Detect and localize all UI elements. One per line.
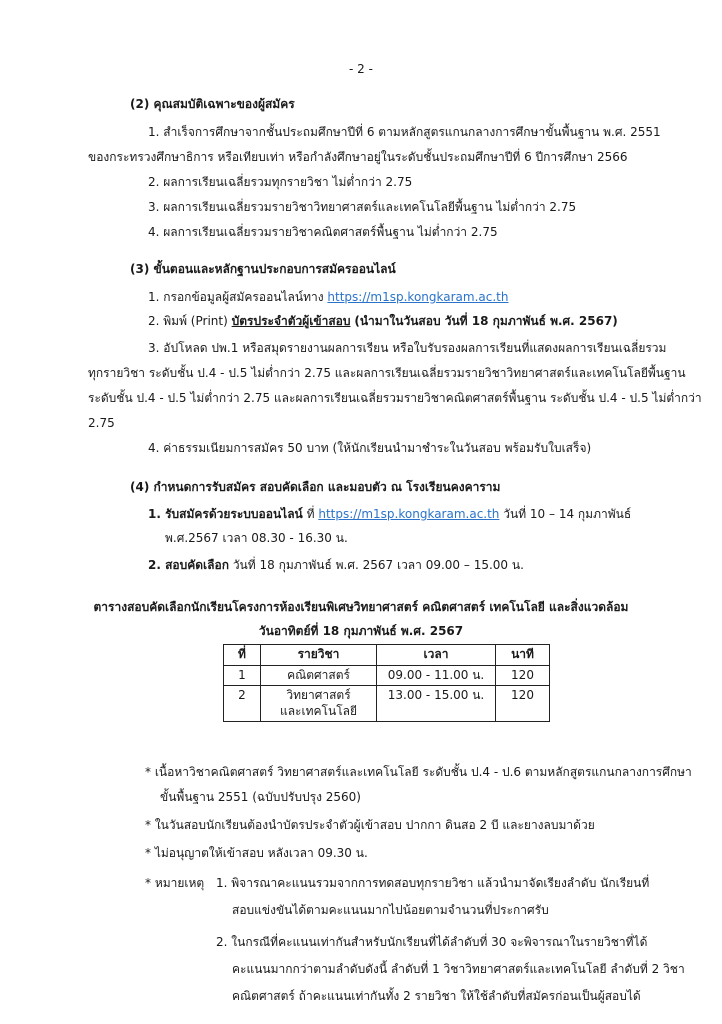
row-time: 13.00 - 15.00 น. [377, 686, 496, 722]
online-registration-label: 1. รับสมัครด้วยระบบออนไลน์ [148, 507, 303, 521]
section3-item3-line3: ระดับชั้น ป.4 - ป.5 ไม่ต่ำกว่า 2.75 และผลการเรียนเฉลี่ยรวมรายวิชาคณิตศาสตร์พื้นฐาน ระดับชั้น ป.4 - ป.5 ไม่ต่ำกว่า [88, 391, 702, 405]
header-time: เวลา [377, 645, 496, 666]
table-subtitle: วันอาทิตย์ที่ 18 กุมภาพันธ์ พ.ศ. 2567 [258, 624, 464, 638]
note1-line1: * เนื้อหาวิชาคณิตศาสตร์ วิทยาศาสตร์และเทคโนโลยี ระดับชั้น ป.4 - ป.6 ตามหลักสูตรแกนกลางการศึกษา [145, 765, 692, 779]
section3-item1 [148, 290, 508, 306]
header-minutes: นาที [496, 645, 550, 666]
header-subject: รายวิชา [261, 645, 377, 666]
section4-heading: (4) กำหนดการรับสมัคร สอบคัดเลือก และมอบตัว ณ โรงเรียนคงคาราม [130, 480, 501, 494]
registration-link[interactable]: https://m1sp.kongkaram.ac.th [327, 290, 509, 304]
section4-item2-text: วันที่ 18 กุมภาพันธ์ พ.ศ. 2567 เวลา 09.00 – 15.00 น. [232, 558, 524, 572]
section3-item2-suffix: (นำมาในวันสอบ วันที่ 18 กุมภาพันธ์ พ.ศ. 2567) [354, 314, 618, 328]
note1-line2: ขั้นพื้นฐาน 2551 (ฉบับปรับปรุง 2560) [160, 790, 361, 804]
section3-item4: 4. ค่าธรรมเนียมการสมัคร 50 บาท (ให้นักเรียนนำมาชำระในวันสอบ พร้อมรับใบเสร็จ) [148, 441, 592, 455]
section4-item1-line2: พ.ศ.2567 เวลา 08.30 - 16.30 น. [165, 531, 348, 545]
note2: * ในวันสอบนักเรียนต้องนำบัตรประจำตัวผู้เข้าสอบ ปากกา ดินสอ 2 บี และยางลบมาด้วย [145, 818, 595, 832]
online-registration-link[interactable]: https://m1sp.kongkaram.ac.th [318, 507, 500, 521]
remark2-line1: 2. ในกรณีที่คะแนนเท่ากันสำหรับนักเรียนที่ได้ลำดับที่ 30 จะพิจารณาในรายวิชาที่ได้ [216, 935, 648, 949]
note3: * ไม่อนุญาตให้เข้าสอบ หลังเวลา 09.30 น. [145, 846, 368, 860]
row-subject: คณิตศาสตร์ [261, 665, 377, 686]
exam-card-label: บัตรประจำตัวผู้เข้าสอบ [231, 314, 351, 328]
section2-item4: 4. ผลการเรียนเฉลี่ยรวมรายวิชาคณิตศาสตร์พื้นฐาน ไม่ต่ำกว่า 2.75 [148, 225, 498, 239]
remark1-line1: 1. พิจารณาคะแนนรวมจากการทดสอบทุกรายวิชา แล้วนำมาจัดเรียงลำดับ นักเรียนที่ [216, 876, 650, 890]
section3-heading: (3) ขั้นตอนและหลักฐานประกอบการสมัครออนไลน์ [130, 262, 396, 276]
row-time: 09.00 - 11.00 น. [377, 665, 496, 686]
section3-item3-line1: 3. อัปโหลด ปพ.1 หรือสมุดรายงานผลการเรียน หรือใบรับรองผลการเรียนที่แสดงผลการเรียนเฉลี่ยรวม [148, 341, 667, 355]
row-subject [261, 686, 377, 722]
section3-item2-prefix: 2. พิมพ์ (Print) [148, 314, 228, 328]
header-no: ที่ [224, 645, 261, 666]
table-title: ตารางสอบคัดเลือกนักเรียนโครงการห้องเรียนพิเศษวิทยาศาสตร์ คณิตศาสตร์ เทคโนโลยี และสิ่งแวดล้อม [93, 600, 629, 614]
row-subject-line1: วิทยาศาสตร์ [286, 688, 351, 703]
section4-item1-line1 [148, 507, 631, 523]
remark2-line2: คะแนนมากกว่าตามลำดับดังนี้ ลำดับที่ 1 วิชาวิทยาศาสตร์และเทคโนโลยี ลำดับที่ 2 วิชา [232, 962, 685, 976]
exam-schedule-table [223, 644, 550, 722]
section2-item1-line1: 1. สำเร็จการศึกษาจากชั้นประถมศึกษาปีที่ 6 ตามหลักสูตรแกนกลางการศึกษาขั้นพื้นฐาน พ.ศ. 2551 [148, 125, 661, 139]
section2-heading: (2) คุณสมบัติเฉพาะของผู้สมัคร [130, 97, 295, 111]
row-no: 1 [224, 665, 261, 686]
row-minutes: 120 [496, 686, 550, 722]
section2-item2: 2. ผลการเรียนเฉลี่ยรวมทุกรายวิชา ไม่ต่ำกว่า 2.75 [148, 175, 413, 189]
row-no: 2 [224, 686, 261, 722]
table-row [224, 686, 550, 722]
section3-item3-line4: 2.75 [88, 416, 115, 430]
section4-item2 [148, 558, 524, 574]
section4-item1-date: วันที่ 10 – 14 กุมภาพันธ์ [503, 507, 632, 521]
section2-item1-line2: ของกระทรวงศึกษาธิการ หรือเทียบเท่า หรือกำลังศึกษาอยู่ในระดับชั้นประถมศึกษาปีที่ 6 ปีการศึกษา 2566 [88, 150, 628, 164]
remark-label: * หมายเหตุ [145, 876, 205, 890]
section4-item1-mid: ที่ [306, 507, 315, 521]
section3-item3-line2: ทุกรายวิชา ระดับชั้น ป.4 - ป.5 ไม่ต่ำกว่า 2.75 และผลการเรียนเฉลี่ยรวมรายวิชาวิทยาศาสตร์และเทคโนโลยีพื้นฐาน [88, 366, 686, 380]
section2-item3: 3. ผลการเรียนเฉลี่ยรวมรายวิชาวิทยาศาสตร์และเทคโนโลยีพื้นฐาน ไม่ต่ำกว่า 2.75 [148, 200, 577, 214]
remark1-line2: สอบแข่งขันได้ตามคะแนนมากไปน้อยตามจำนวนที่ประกาศรับ [232, 903, 549, 917]
table-header-row [224, 645, 550, 666]
table-row [224, 665, 550, 686]
row-subject-line2: และเทคโนโลยี [279, 703, 358, 718]
page-number: - 2 - [349, 62, 373, 76]
remark2-line3: คณิตศาสตร์ ถ้าคะแนนเท่ากันทั้ง 2 รายวิชา ให้ใช้ลำดับที่สมัครก่อนเป็นผู้สอบได้ [232, 989, 641, 1003]
row-minutes: 120 [496, 665, 550, 686]
section3-item1-text: 1. กรอกข้อมูลผู้สมัครออนไลน์ทาง [148, 290, 324, 304]
exam-selection-label: 2. สอบคัดเลือก [148, 558, 229, 572]
section3-item2 [148, 314, 618, 330]
